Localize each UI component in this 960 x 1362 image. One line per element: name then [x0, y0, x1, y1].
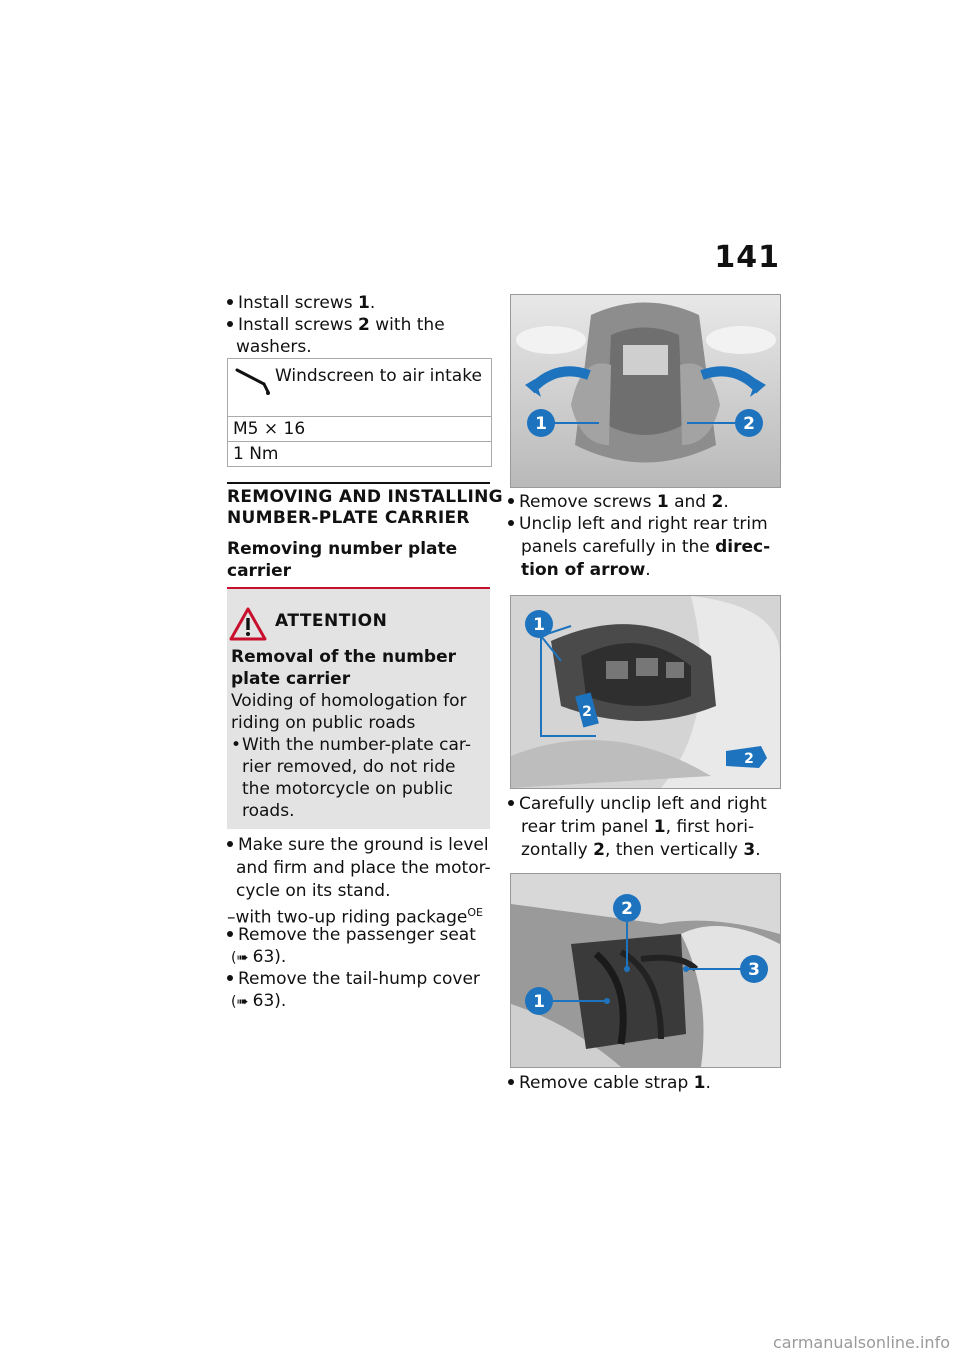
step-remove-tail-hump: Remove the tail-hump cover: [227, 968, 480, 990]
svg-text:2: 2: [744, 751, 754, 767]
step-remove-seat-ref: (➠ 63).: [231, 947, 287, 967]
figure-3-illustration: [511, 874, 780, 1067]
step-unclip-panels: Unclip left and right rear trim: [508, 513, 768, 535]
svg-text:3: 3: [748, 960, 760, 980]
svg-text:1: 1: [533, 615, 545, 635]
section-title: REMOVING AND INSTALLING NUMBER-PLATE CARRIER: [227, 487, 503, 528]
page-number: 141: [714, 240, 780, 275]
torque-wrench-icon: [234, 365, 274, 395]
step-unclip-panels-cont: panels carefully in the direc-: [521, 537, 771, 557]
step-carefully-unclip: Carefully unclip left and right: [508, 793, 767, 815]
step-remove-screws: Remove screws 1 and 2.: [508, 491, 729, 513]
step-level-ground-cont: cycle on its stand.: [236, 881, 391, 901]
figure-2-illustration: [511, 596, 780, 788]
page-reference-icon: (➠: [231, 994, 253, 1010]
warning-triangle-icon: [229, 607, 267, 641]
bullet-icon: [508, 1079, 514, 1085]
step-remove-tail-hump-ref: (➠ 63).: [231, 991, 287, 1011]
attention-box: [227, 587, 490, 829]
svg-text:1: 1: [535, 414, 547, 434]
watermark: carmanualsonline.info: [772, 1333, 950, 1352]
bullet-icon: [227, 841, 233, 847]
two-up-package-note: –with two-up riding package$^{OE}$: [227, 906, 483, 928]
svg-text:2: 2: [582, 704, 592, 720]
torque-table-header: [228, 359, 491, 417]
step-remove-seat: Remove the passenger seat: [227, 924, 476, 946]
figure-rear-trim-panels: [510, 294, 781, 488]
step-install-screws-2: Install screws 2 with the: [227, 314, 445, 336]
step-install-screws-1: Install screws 1.: [227, 292, 375, 314]
bullet-icon: [508, 498, 514, 504]
figure-trim-panel-unclip: [510, 595, 781, 789]
step-level-ground-cont: and firm and place the motor-: [236, 858, 491, 878]
torque-table: [227, 358, 492, 467]
step-continuation: washers.: [236, 337, 312, 357]
torque-table-screw: M5 × 16: [228, 417, 491, 442]
bullet-icon: [508, 800, 514, 806]
step-remove-cable-strap: Remove cable strap 1.: [508, 1072, 711, 1094]
bullet-icon: [227, 321, 233, 327]
section-rule: [227, 482, 490, 484]
attention-text: Voiding of homologation for riding on public roads: [231, 691, 467, 733]
page-reference-icon: (➠: [231, 950, 253, 966]
step-carefully-unclip-cont: rear trim panel 1, first hori-: [521, 817, 755, 837]
subsection-title: Removing number plate carrier: [227, 539, 458, 581]
bullet-icon: [227, 299, 233, 305]
svg-text:2: 2: [621, 899, 633, 919]
step-level-ground: Make sure the ground is level: [227, 834, 489, 856]
bullet-icon: [508, 520, 514, 526]
step-carefully-unclip-cont: zontally 2, then vertically 3.: [521, 840, 761, 860]
svg-text:1: 1: [533, 992, 545, 1012]
torque-table-value: 1 Nm: [233, 444, 279, 464]
svg-text:2: 2: [743, 414, 755, 434]
bullet-icon: [227, 975, 233, 981]
torque-table-title: Windscreen to air intake: [275, 366, 482, 386]
bullet-icon: [227, 931, 233, 937]
figure-cable-strap: [510, 873, 781, 1068]
attention-bullet: •With the number-plate car- rier removed, do not ride the motorcycle on public roads.: [231, 735, 471, 821]
attention-title: Removal of the number plate carrier: [231, 647, 456, 689]
figure-1-illustration: [511, 295, 780, 487]
step-unclip-panels-cont: tion of arrow.: [521, 560, 651, 580]
attention-label: ATTENTION: [275, 611, 388, 631]
